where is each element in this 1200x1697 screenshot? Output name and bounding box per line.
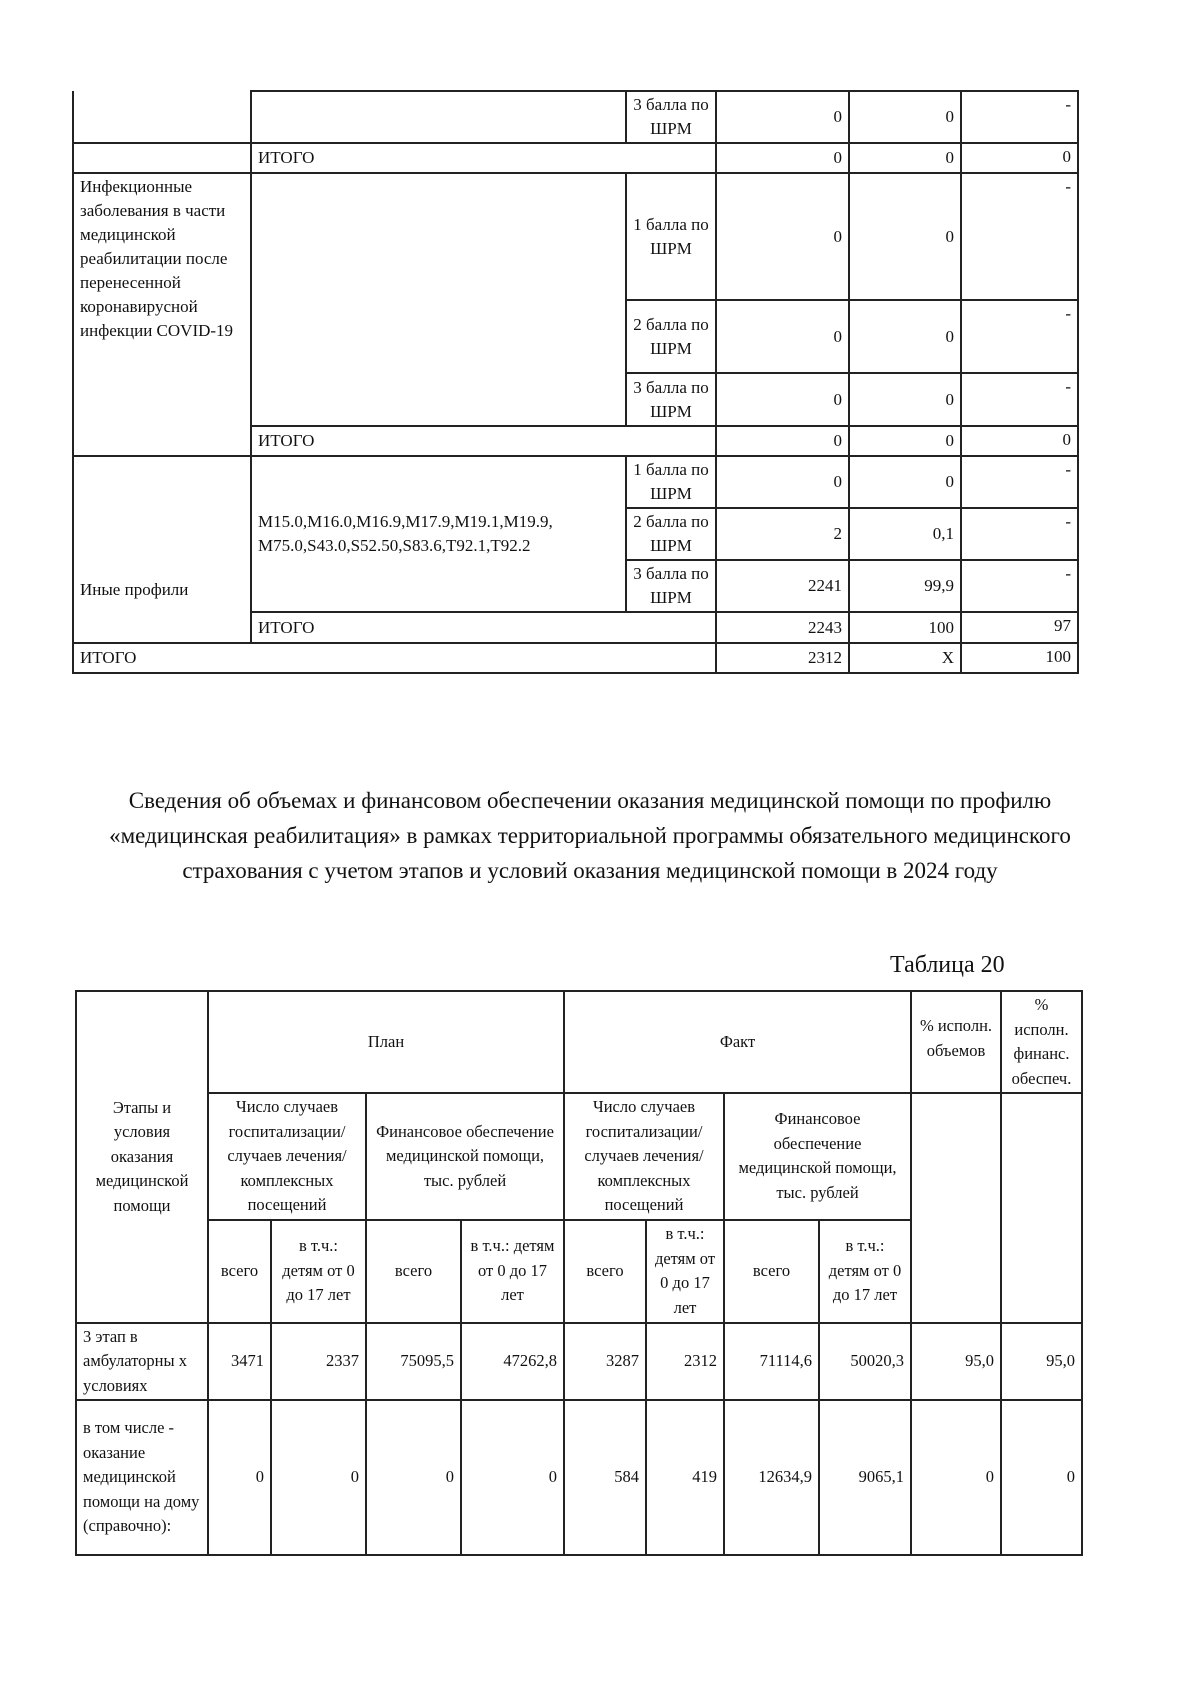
percent-cell: 0 <box>849 173 961 300</box>
table-number: Таблица 20 <box>890 952 1005 978</box>
value-cell: 419 <box>646 1400 724 1555</box>
value-cell: 95,0 <box>911 1323 1001 1401</box>
count-cell: 0 <box>716 373 849 426</box>
extra-cell: - <box>961 456 1078 508</box>
percent-cell: 0,1 <box>849 508 961 560</box>
profile-cell: Инфекционные заболевания в части медицинской реабилитации после перенесенной коронавирусной инфекции COVID-19 <box>73 173 251 456</box>
score-cell: 2 балла по ШРМ <box>626 508 716 560</box>
header-children: в т.ч.: детям от 0 до 17 лет <box>271 1220 366 1323</box>
count-cell: 2 <box>716 508 849 560</box>
total-label: ИТОГО <box>251 143 716 173</box>
score-cell: 1 балла по ШРМ <box>626 173 716 300</box>
score-cell: 3 балла по ШРМ <box>626 373 716 426</box>
table-row <box>76 1323 1082 1401</box>
stage-cell: 3 этап в амбулаторны х условиях <box>76 1323 208 1401</box>
total-label: ИТОГО <box>251 426 716 456</box>
count-cell: 0 <box>716 426 849 456</box>
table-row-grand-total <box>73 643 1078 673</box>
codes-cell: M15.0,M16.0,M16.9,M17.9,M19.1,M19.9, M75.0,S43.0,S52.50,S83.6,T92.1,T92.2 <box>251 456 626 612</box>
header-fact: Факт <box>564 991 911 1093</box>
count-cell: 0 <box>716 173 849 300</box>
table-row <box>76 1400 1082 1555</box>
value-cell: 3471 <box>208 1323 271 1401</box>
header-stages: Этапы и условия оказания медицинской помощи <box>76 991 208 1323</box>
header-total: всего <box>564 1220 646 1323</box>
header-children: в т.ч.: детям от 0 до 17 лет <box>646 1220 724 1323</box>
value-cell: 0 <box>1001 1400 1082 1555</box>
percent-cell: 0 <box>849 373 961 426</box>
value-cell: 0 <box>208 1400 271 1555</box>
rehab-volume-finance-table <box>75 990 1083 1556</box>
profile-cell: Иные профили <box>73 456 251 643</box>
percent-cell: 0 <box>849 91 961 143</box>
table-row-total <box>73 143 1078 173</box>
value-cell: 0 <box>461 1400 564 1555</box>
score-cell: 2 балла по ШРМ <box>626 300 716 373</box>
header-plan-finance: Финансовое обеспечение медицинской помощи, тыс. рублей <box>366 1093 564 1220</box>
rehab-score-table <box>72 90 1079 674</box>
percent-cell: 100 <box>849 612 961 643</box>
stage-cell: в том числе - оказание медицинской помощи на дому (справочно): <box>76 1400 208 1555</box>
table-row <box>73 173 1078 300</box>
extra-cell: - <box>961 560 1078 612</box>
score-cell: 1 балла по ШРМ <box>626 456 716 508</box>
value-cell: 9065,1 <box>819 1400 911 1555</box>
extra-cell: - <box>961 373 1078 426</box>
header-total: всего <box>724 1220 819 1323</box>
value-cell: 12634,9 <box>724 1400 819 1555</box>
score-cell: 3 балла по ШРМ <box>626 91 716 143</box>
value-cell: 71114,6 <box>724 1323 819 1401</box>
table-row <box>73 91 1078 143</box>
count-cell: 0 <box>716 456 849 508</box>
header-pct-finance: % исполн. финанс. обеспеч. <box>1001 991 1082 1093</box>
value-cell: 95,0 <box>1001 1323 1082 1401</box>
percent-cell: 0 <box>849 143 961 173</box>
table-row <box>73 456 1078 508</box>
header-row <box>76 991 1082 1093</box>
header-fact-cases: Число случаев госпитализации/ случаев лечения/ комплексных посещений <box>564 1093 724 1220</box>
header-fact-finance: Финансовое обеспечение медицинской помощи, тыс. рублей <box>724 1093 911 1220</box>
count-cell: 0 <box>716 91 849 143</box>
value-cell: 3287 <box>564 1323 646 1401</box>
value-cell: 584 <box>564 1400 646 1555</box>
header-children: в т.ч.: детям от 0 до 17 лет <box>819 1220 911 1323</box>
value-cell: 47262,8 <box>461 1323 564 1401</box>
count-cell: 2241 <box>716 560 849 612</box>
grand-total-label: ИТОГО <box>73 643 716 673</box>
header-row <box>76 1093 1082 1220</box>
extra-cell: - <box>961 91 1078 143</box>
value-cell: 2337 <box>271 1323 366 1401</box>
value-cell: 50020,3 <box>819 1323 911 1401</box>
value-cell: 0 <box>366 1400 461 1555</box>
extra-cell: 97 <box>961 612 1078 643</box>
percent-cell: 0 <box>849 300 961 373</box>
extra-cell: 0 <box>961 143 1078 173</box>
header-children: в т.ч.: детям от 0 до 17 лет <box>461 1220 564 1323</box>
extra-cell: - <box>961 508 1078 560</box>
extra-cell: 100 <box>961 643 1078 673</box>
extra-cell: - <box>961 300 1078 373</box>
count-cell: 0 <box>716 300 849 373</box>
count-cell: 2243 <box>716 612 849 643</box>
extra-cell: 0 <box>961 426 1078 456</box>
value-cell: 0 <box>271 1400 366 1555</box>
score-cell: 3 балла по ШРМ <box>626 560 716 612</box>
percent-cell: 0 <box>849 456 961 508</box>
header-plan-cases: Число случаев госпитализации/ случаев лечения/ комплексных посещений <box>208 1093 366 1220</box>
count-cell: 2312 <box>716 643 849 673</box>
percent-cell: 0 <box>849 426 961 456</box>
value-cell: 2312 <box>646 1323 724 1401</box>
header-total: всего <box>366 1220 461 1323</box>
total-label: ИТОГО <box>251 612 716 643</box>
percent-cell: X <box>849 643 961 673</box>
value-cell: 0 <box>911 1400 1001 1555</box>
count-cell: 0 <box>716 143 849 173</box>
header-pct-volume: % исполн. объемов <box>911 991 1001 1093</box>
extra-cell: - <box>961 173 1078 300</box>
value-cell: 75095,5 <box>366 1323 461 1401</box>
percent-cell: 99,9 <box>849 560 961 612</box>
header-total: всего <box>208 1220 271 1323</box>
section-title: Сведения об объемах и финансовом обеспечении оказания медицинской помощи по профилю «медицинская реабилитация» в рамках территориальной программы обязательного медицинского страхования с учетом этапов и условий оказания медицинской помощи в 2024 году <box>109 788 1071 883</box>
header-plan: План <box>208 991 564 1093</box>
